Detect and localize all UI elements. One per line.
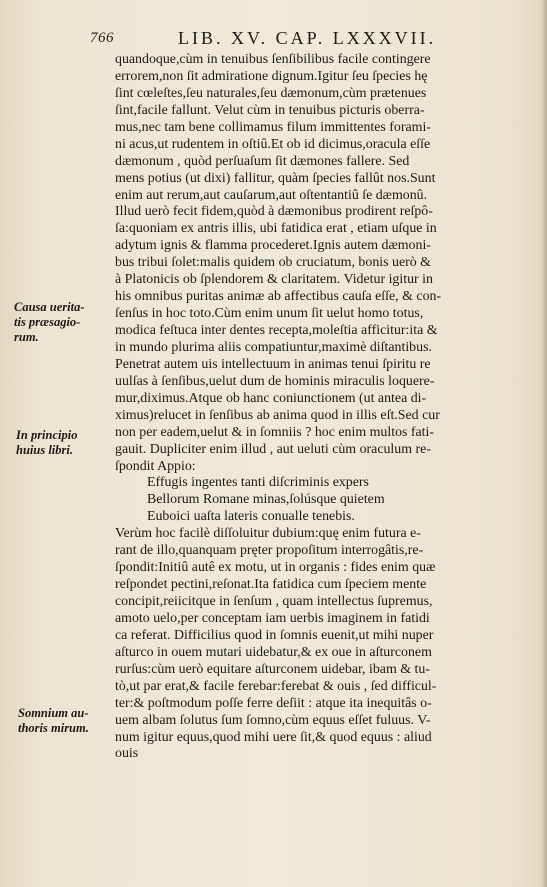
text-line: ſpondit:Initiû autê ex motu, ut in organis : fides enim quæ [115,560,436,576]
page-number: 766 [90,30,114,46]
text-line: ſenſus in hoc toto.Cùm enim unum ſit uelut homo totus, [115,306,424,322]
margin-note-somnium [18,706,89,736]
text-line: ſint cœleſtes,ſeu naturales,ſeu dæmonum,cùm prætenues [115,85,427,101]
gutter-shadow [541,0,547,887]
text-line: ſpondit Appio: [115,458,196,474]
margin-note-causa [14,300,85,345]
text-line: ter:& poſtmodum poſſe ferre deſiit : atque ita inequitâs o- [115,695,432,711]
text-line: his omnibus puritas animæ ab affectibus cauſa eſſe, & con- [115,289,442,305]
text-line: amoto uelo,per conceptam iam uerbis imaginem in fatidi [115,610,430,626]
text-line: aſturco in ouem mutari uidebatur,& ex oue in aſturconem [115,644,432,660]
page-header [90,28,530,50]
text-line: non per eadem,uelut & in ſomniis ? hoc enim multos fati- [115,424,435,440]
text-line: uem albam ſolutus ſum ſomno,cùm equus eſſet fuluus. V- [115,712,431,728]
margin-note-line: thoris mirum. [18,721,89,735]
text-line: ouis [115,746,139,762]
text-line: ximus)relucet in ſenſibus ab anima quod in illis eſt.Sed cur [115,407,440,423]
margin-note-line: Somnium au- [18,706,89,720]
text-line: mur,diximus.Atque ob hanc coniunctionem (ut antea di- [115,390,427,406]
text-line: num igitur equus,quod mihi uere ſit,& quod equus : aliud [115,729,432,745]
text-line: mens potius (ut dixi) fallitur, quàm ſpecies fallût nos.Sunt [115,170,436,186]
text-line: uulſas à ſenſibus,uelut dum de hominis miraculis loquere- [115,373,435,389]
text-line: adytum ignis & flamma procederet.Ignis autem dæmoni- [115,238,431,254]
text-line: quandoque,cùm in tenuibus ſenſibilibus facile contingere [115,52,431,67]
text-line: in mundo plurima aliis compatiuntur,maximè diſtantibus. [115,339,432,355]
text-line: errorem,non ſit admiratione dignum.Igitur ſeu ſpecies hę [115,68,428,84]
margin-note-line: huius libri. [16,443,73,457]
text-line: Illud uerò fecit fidem,quòd à dæmonibus prodirent reſpô- [115,204,433,220]
text-line: gauit. Dupliciter enim illud , aut ueluti cùm oraculum re- [115,441,431,457]
text-line: rurſus:cùm uerò equitare aſturconem uidebar, ibam & tu- [115,661,430,677]
text-line: Verùm hoc facilè diſſoluitur dubium:quę enim futura e- [115,526,421,542]
text-line: ſa:quoniam ex antris illis, ubi fatidica erat , etiam uſque in [115,221,437,237]
text-line: rant de illo,quanquam pręter propoſitum interrogâtis,re- [115,543,424,559]
text-line: bus tribui ſolet:malis quidem ob cruciatum, bonis uerò & [115,255,431,271]
margin-note-line: In principio [16,428,78,442]
body-text [115,52,545,763]
text-line: à Platonicis ob ſplendorem & claritatem. Videtur igitur in [115,272,433,288]
text-line: ſint,facile fallunt. Velut cùm in tenuibus picturis oberra- [115,102,425,118]
verse-line: Euboici uaſta lateris conualle tenebis. [147,509,355,525]
text-line: concipit,reiicitque in ſenſum , quam intellectus ſupremus, [115,594,433,609]
text-line: tò,ut par erat,& facile ferebar:ferebat & ouis , ſed difficul- [115,678,437,694]
text-line: mus,nec tam bene collimamus filum immittentes forami- [115,119,431,135]
text-line: ni acus,ut rudentem in oſtiû.Et ob id dicimus,oracula eſſe [115,136,431,152]
margin-note-line: Causa uerita- [14,300,85,314]
text-line: reſpondet pectini,reſonat.Ita fatidica cum ſpeciem mente [115,577,427,593]
margin-note-line: tis præsagio- [14,315,81,329]
text-line: Penetrat autem uis intellectuum in animas tenui ſpiritu re [115,356,431,372]
text-line: enim aut rerum,aut cauſarum,aut oſtentantiû ſe dæmonû. [115,187,428,203]
text-line: ca referat. Difficilius quod in ſomnis euenit,ut mihi nuper [115,627,434,643]
text-line: dæmonum , quòd perſuaſum ſit dæmones fallere. Sed [115,153,410,169]
margin-note-line: rum. [14,330,39,344]
margin-note-principio [16,428,77,458]
running-head: LIB. XV. CAP. LXXXVII. [178,28,437,48]
verse-line: Effugis ingentes tanti diſcriminis expers [147,475,369,491]
verse-line: Bellorum Romane minas,ſolúsque quietem [147,492,385,508]
text-line: modica feſtuca inter dentes recepta,moleſtia afficitur:ita & [115,323,438,338]
